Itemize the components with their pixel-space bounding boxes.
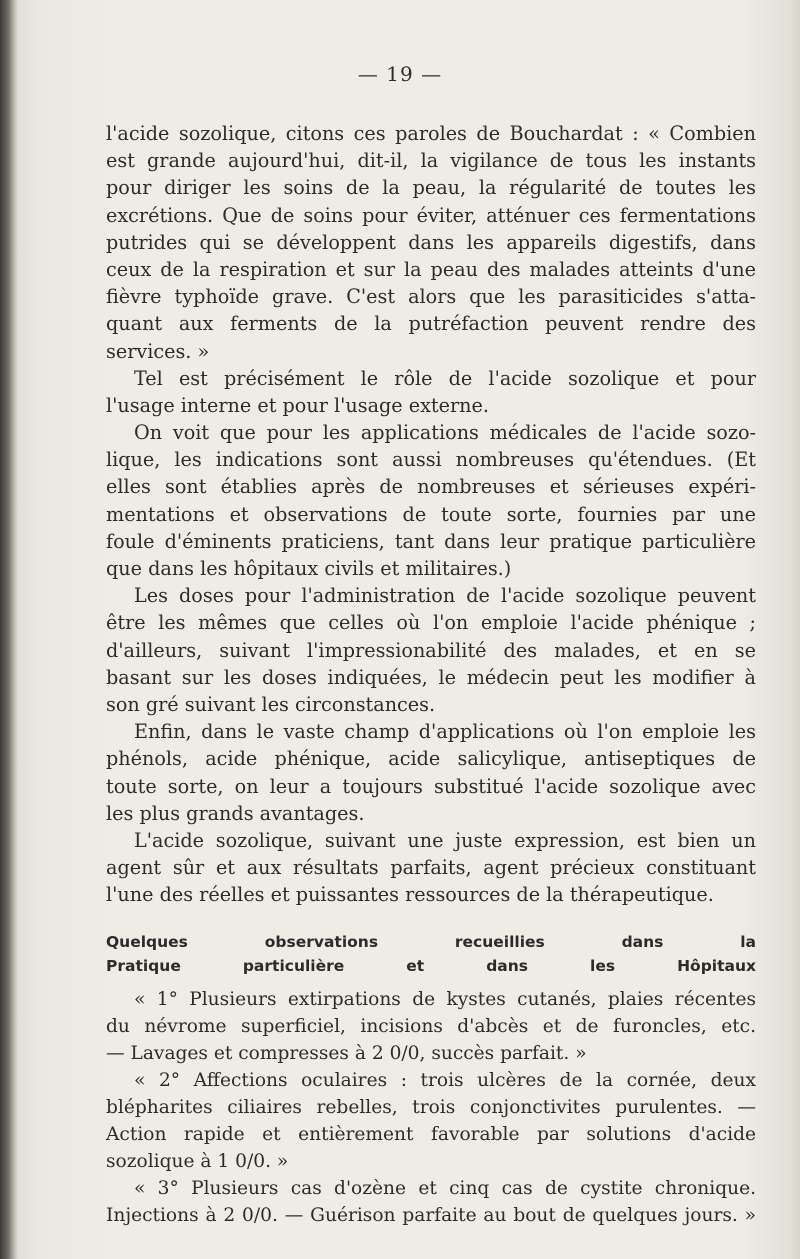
text-line: basant sur les doses indiquées, le médecin peut les modifier à xyxy=(106,665,756,689)
text-line: que dans les hôpitaux civils et militaires.) xyxy=(106,557,512,580)
text-line: Enfin, dans le vaste champ d'applications où l'on emploie les xyxy=(134,720,756,744)
text-line: « 1° Plusieurs extirpations de kystes cutanés, plaies récentes xyxy=(134,989,756,1011)
text-line: du névrome superficiel, incisions d'abcès et de furoncles, etc. xyxy=(106,1016,756,1038)
observation-item xyxy=(106,1067,756,1175)
text-line: ceux de la respiration et sur la peau des malades atteints d'une xyxy=(106,257,756,281)
book-binding-edge xyxy=(0,0,18,1259)
observations-list xyxy=(106,986,756,1229)
text-line: excrétions. Que de soins pour éviter, atténuer ces fermentations xyxy=(106,203,756,227)
text-line: mentations et observations de toute sorte, fournies par une xyxy=(106,502,756,526)
text-line: Action rapide et entièrement favorable par solutions d'acide xyxy=(106,1124,756,1146)
text-line: L'acide sozolique, suivant une juste expression, est bien un xyxy=(134,828,756,852)
observation-item xyxy=(106,1175,756,1229)
text-line: sozolique à 1 0/0. » xyxy=(106,1151,289,1173)
paragraph-role xyxy=(106,365,756,419)
paragraph-doses xyxy=(106,582,756,718)
page-body xyxy=(106,120,756,1229)
paragraph-applications xyxy=(106,718,756,827)
text-line: pour diriger les soins de la peau, la régularité de toutes les xyxy=(106,176,756,200)
text-line: d'ailleurs, suivant l'impressionabilité des malades, et en se xyxy=(106,638,756,662)
heading-line: Pratique particulière et dans les Hôpitaux xyxy=(106,957,756,976)
text-line: On voit que pour les applications médicales de l'acide sozo- xyxy=(134,421,756,445)
heading-gap xyxy=(106,978,756,986)
text-line: elles sont établies après de nombreuses et sérieuses expéri- xyxy=(106,475,756,499)
text-line: services. » xyxy=(106,339,210,363)
observation-item xyxy=(106,986,756,1067)
text-line: phénols, acide phénique, acide salicylique, antiseptiques de xyxy=(106,747,756,771)
text-line: blépharites ciliaires rebelles, trois conjonctivites purulentes. — xyxy=(106,1097,756,1119)
text-line: son gré suivant les circonstances. xyxy=(106,692,436,716)
page-number: — 19 — xyxy=(357,62,443,86)
text-line: agent sûr et aux résultats parfaits, agent précieux constituant xyxy=(106,856,756,880)
section-heading xyxy=(106,930,756,978)
text-line: « 2° Affections oculaires : trois ulcères de la cornée, deux xyxy=(134,1070,756,1092)
text-line: Les doses pour l'administration de l'acide sozolique peuvent xyxy=(134,584,756,608)
paragraph-bouchardat-quote xyxy=(106,120,756,365)
paragraph-conclusion xyxy=(106,827,756,909)
text-line: lique, les indications sont aussi nombreuses qu'étendues. (Et xyxy=(106,448,756,472)
text-line: être les mêmes que celles où l'on emploie l'acide phénique ; xyxy=(106,611,756,635)
text-line: l'une des réelles et puissantes ressources de la thérapeutique. xyxy=(106,883,714,907)
text-line: quant aux ferments de la putréfaction peuvent rendre des xyxy=(106,312,756,336)
text-line: Tel est précisément le rôle de l'acide sozolique et pour xyxy=(134,366,756,390)
text-line: foule d'éminents praticiens, tant dans leur pratique particulière xyxy=(106,529,756,553)
text-line: les plus grands avantages. xyxy=(106,801,365,825)
text-line: l'acide sozolique, citons ces paroles de Bouchardat : « Combien xyxy=(106,122,756,145)
text-line: putrides qui se développent dans les appareils digestifs, dans xyxy=(106,230,756,254)
text-line: « 3° Plusieurs cas d'ozène et cinq cas de cystite chronique. xyxy=(134,1178,756,1200)
text-line: toute sorte, on leur a toujours substitué l'acide sozolique avec xyxy=(106,774,756,798)
paragraph-indications xyxy=(106,419,756,582)
section-gap xyxy=(106,908,756,930)
heading-line: Quelques observations recueillies dans la xyxy=(106,933,756,952)
text-line: fièvre typhoïde grave. C'est alors que les parasiticides s'atta- xyxy=(106,285,756,309)
text-line: est grande aujourd'hui, dit-il, la vigilance de tous les instants xyxy=(106,149,756,173)
text-line: — Lavages et compresses à 2 0/0, succès parfait. » xyxy=(106,1043,587,1065)
text-line: l'usage interne et pour l'usage externe. xyxy=(106,393,489,417)
text-line: Injections à 2 0/0. — Guérison parfaite au bout de quelques jours. » xyxy=(106,1205,756,1227)
